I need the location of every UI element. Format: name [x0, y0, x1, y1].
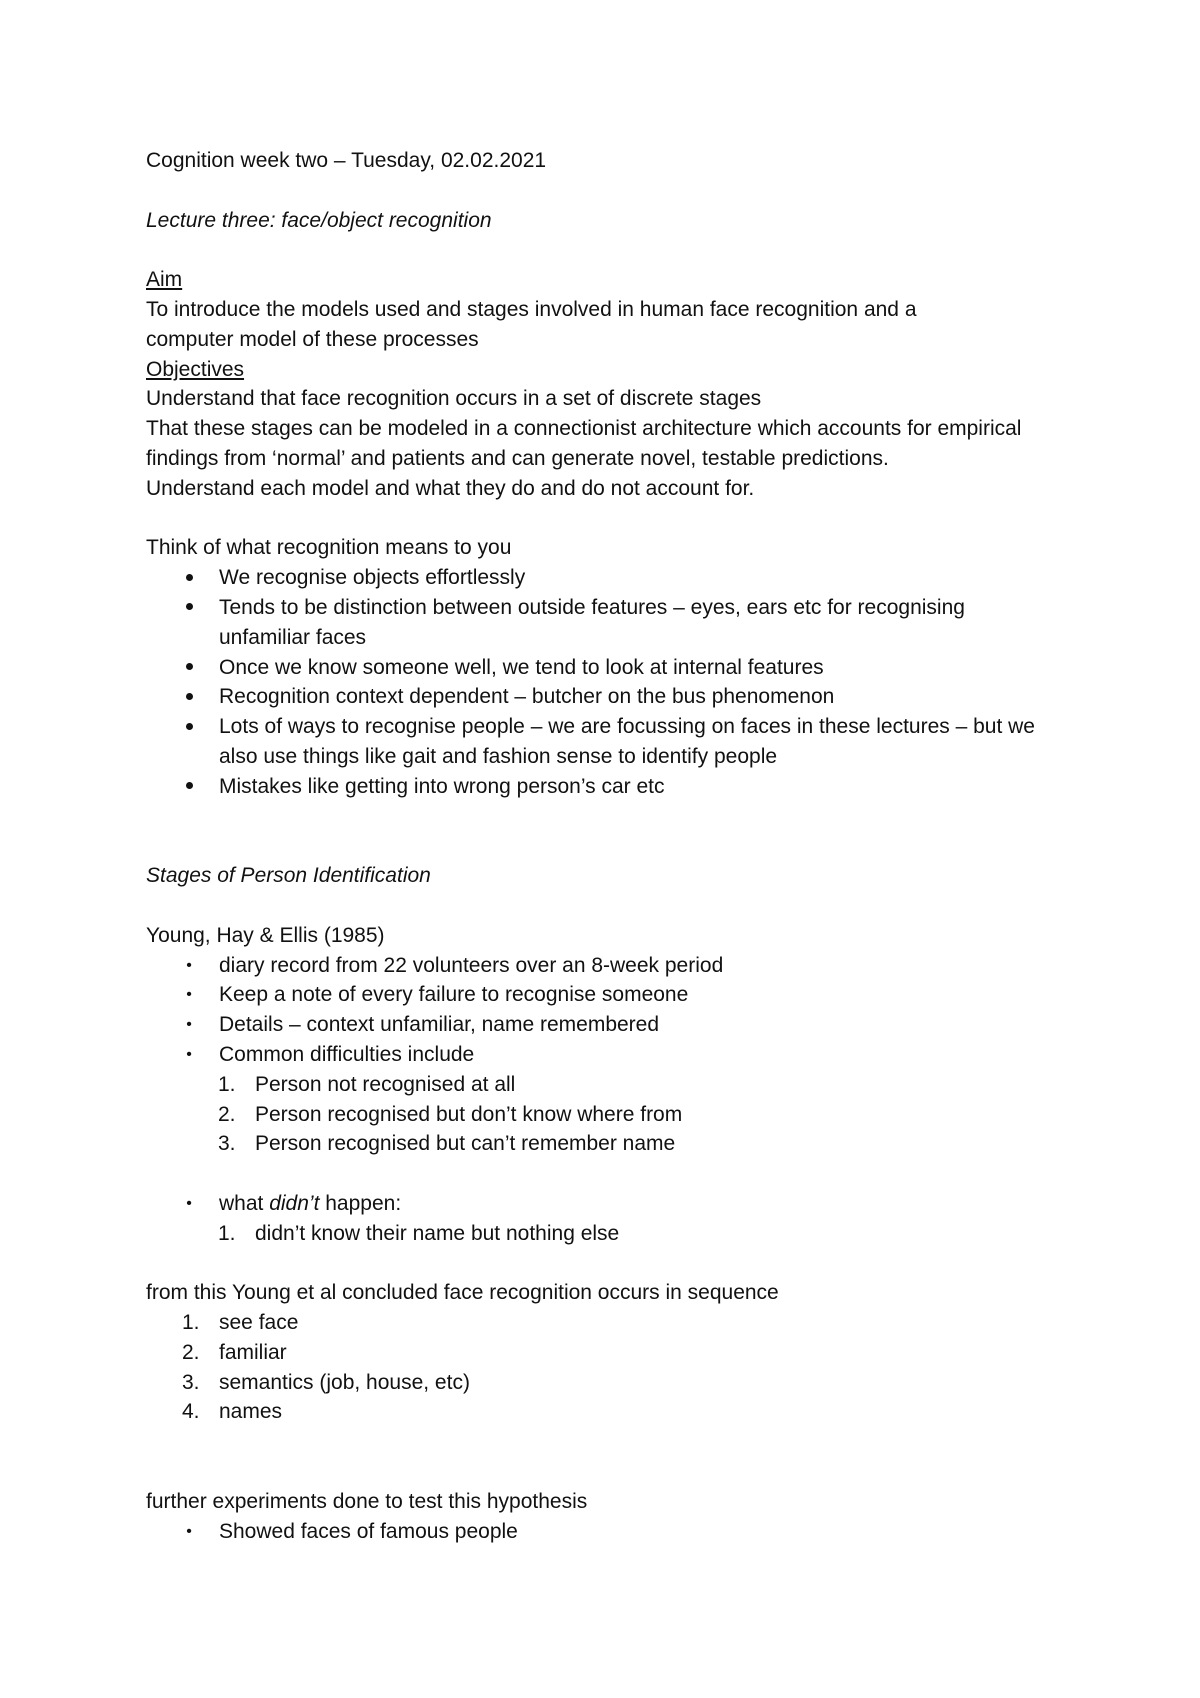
list-number: 1.: [218, 1072, 236, 1096]
bullet-icon: •: [186, 1194, 192, 1212]
list-item-text: Showed faces of famous people: [219, 1519, 518, 1543]
list-number: 4.: [182, 1400, 200, 1424]
list-item-text: Tends to be distinction between outside features – eyes, ears etc for recognising unfamiliar faces: [219, 595, 965, 649]
think-list: [146, 563, 1076, 801]
bullet-icon: [182, 563, 196, 593]
bullet-icon: [182, 712, 196, 742]
aim-text: To introduce the models used and stages involved in human face recognition and a computer model of these processes: [146, 297, 917, 351]
list-item-text: names: [219, 1400, 283, 1424]
list-item: [146, 1219, 1076, 1249]
think-heading: Think of what recognition means to you: [146, 536, 512, 560]
study-heading: Young, Hay & Ellis (1985): [146, 923, 385, 947]
list-item: [146, 1189, 1076, 1219]
study-list: [146, 951, 1076, 1070]
list-number: 3.: [218, 1132, 236, 1156]
list-item-text: Person recognised but can’t remember name: [255, 1132, 676, 1156]
further-list: [146, 1517, 1076, 1547]
list-item: [146, 1517, 1076, 1547]
bullet-icon: •: [186, 1045, 192, 1063]
stages-heading: Stages of Person Identification: [146, 864, 431, 888]
objective-1: Understand that face recognition occurs in a set of discrete stages: [146, 387, 762, 411]
aim-heading: Aim: [146, 268, 183, 292]
list-item-text: Mistakes like getting into wrong person’s car etc: [219, 774, 665, 798]
list-item: [146, 712, 1059, 772]
bullet-icon: •: [186, 1016, 192, 1034]
list-item: [146, 951, 1076, 981]
list-item: [146, 1100, 1076, 1130]
bullet-icon: •: [186, 956, 192, 974]
bullet-icon: [182, 593, 196, 623]
list-item: [146, 1129, 1076, 1159]
sequence-list: [146, 1308, 1076, 1427]
list-number: 1.: [182, 1311, 200, 1335]
list-item-text: familiar: [219, 1340, 287, 1364]
list-item-text: Recognition context dependent – butcher on the bus phenomenon: [219, 685, 835, 709]
list-item: [146, 1397, 1076, 1427]
list-number: 2.: [182, 1340, 200, 1364]
doc-title: Cognition week two – Tuesday, 02.02.2021: [146, 149, 547, 172]
bullet-icon: •: [186, 1522, 192, 1540]
list-item: [146, 980, 1076, 1010]
lecture-title: Lecture three: face/object recognition: [146, 208, 492, 232]
didnt-suffix: happen:: [319, 1191, 402, 1215]
document-page: [146, 146, 1076, 1546]
objective-2: That these stages can be modeled in a connectionist architecture which accounts for empirical findings from ‘normal’ and patients and can generate novel, testable predictions.: [146, 417, 1022, 470]
list-item: [146, 682, 1076, 712]
list-item: [146, 1010, 1076, 1040]
list-item-text: see face: [219, 1311, 299, 1335]
list-number: 3.: [182, 1370, 200, 1394]
didnt-items: [146, 1219, 1076, 1249]
list-item: [146, 1338, 1076, 1368]
list-item-text: Common difficulties include: [219, 1042, 475, 1066]
didnt-prefix: what: [219, 1191, 270, 1215]
list-item-text: We recognise objects effortlessly: [219, 566, 526, 590]
conclusion: from this Young et al concluded face recognition occurs in sequence: [146, 1281, 779, 1305]
objective-3: Understand each model and what they do and do not account for.: [146, 476, 755, 500]
list-item: [146, 593, 1019, 653]
list-item: [146, 1040, 1076, 1070]
list-item: [146, 1308, 1076, 1338]
list-item: [146, 772, 1076, 802]
objectives-heading: Objectives: [146, 357, 245, 381]
bullet-icon: [182, 682, 196, 712]
list-number: 1.: [218, 1221, 236, 1245]
bullet-icon: [182, 772, 196, 802]
list-item-text: Lots of ways to recognise people – we are focussing on faces in these lectures – but we also use things like gait and fashion sense to identify people: [219, 715, 1035, 768]
list-item-text: didn’t know their name but nothing else: [255, 1221, 620, 1245]
difficulties-list: [146, 1070, 1076, 1159]
list-item-text: Person not recognised at all: [255, 1072, 516, 1096]
didnt-list: [146, 1189, 1076, 1219]
list-item-text: diary record from 22 volunteers over an 8-week period: [219, 953, 724, 977]
list-item: [146, 1368, 1076, 1398]
list-number: 2.: [218, 1102, 236, 1126]
didnt-italic: didn’t: [269, 1191, 320, 1215]
list-item-text: Person recognised but don’t know where from: [255, 1102, 683, 1126]
list-item-text: semantics (job, house, etc): [219, 1370, 470, 1394]
list-item-text: Details – context unfamiliar, name remembered: [219, 1013, 660, 1037]
list-item: [146, 653, 1076, 683]
bullet-icon: •: [186, 986, 192, 1004]
list-item: [146, 563, 1076, 593]
list-item: [146, 1070, 1076, 1100]
further-heading: further experiments done to test this hypothesis: [146, 1489, 588, 1513]
list-item-text: Once we know someone well, we tend to look at internal features: [219, 655, 824, 679]
bullet-icon: [182, 653, 196, 683]
list-item-text: Keep a note of every failure to recognise someone: [219, 983, 689, 1007]
